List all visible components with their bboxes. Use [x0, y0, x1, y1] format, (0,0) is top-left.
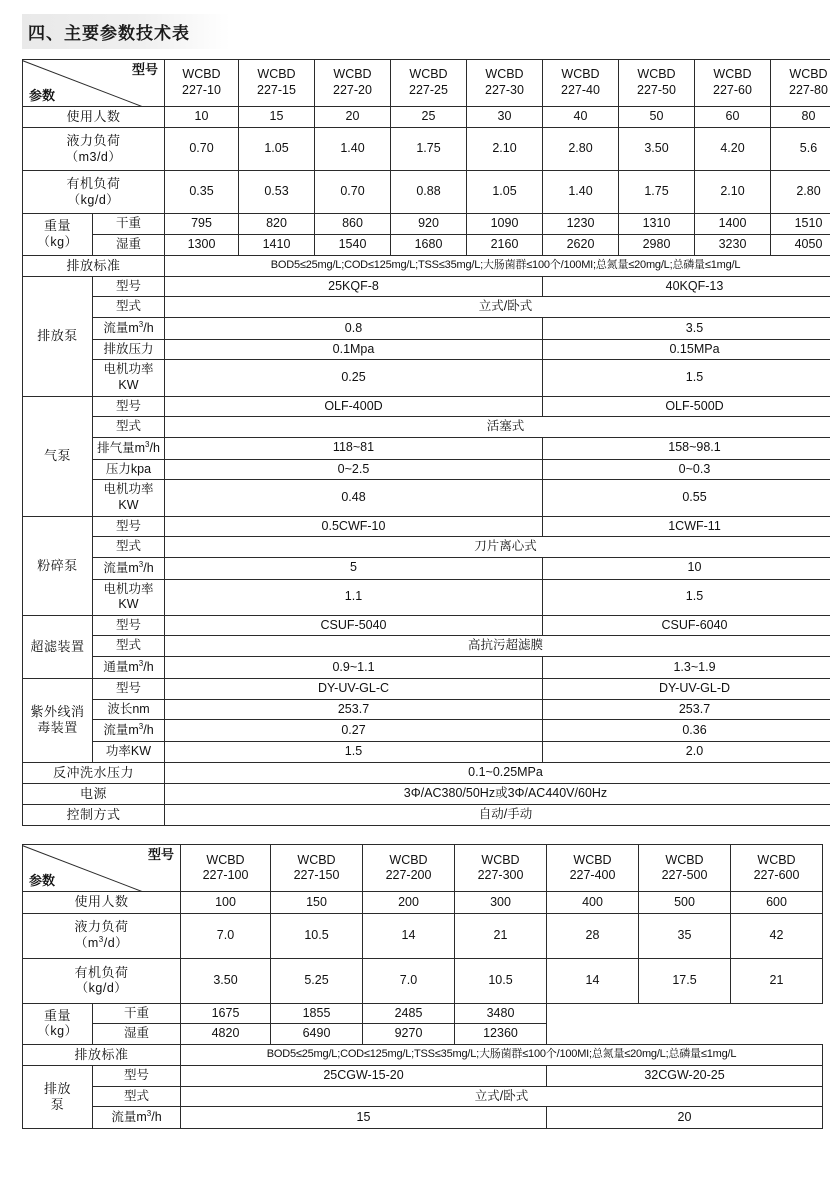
table-row	[23, 318, 830, 340]
cell: 9270	[363, 1024, 455, 1045]
table-row	[23, 762, 830, 783]
table-row	[23, 1107, 823, 1129]
table-row	[23, 360, 830, 396]
row-label: 电源	[23, 783, 165, 804]
table-row	[23, 783, 830, 804]
cell: 3Φ/AC380/50Hz或3Φ/AC440V/60Hz	[165, 783, 830, 804]
model-header-cell	[181, 845, 271, 892]
cell: OLF-500D	[543, 396, 830, 417]
row-label	[23, 171, 165, 214]
cell: 0.8	[165, 318, 543, 340]
weight-dry-label: 干重	[93, 214, 165, 235]
cell: DY-UV-GL-C	[165, 678, 543, 699]
cell: 28	[547, 913, 639, 958]
cell: 0.53	[239, 171, 315, 214]
cell: 30	[467, 107, 543, 128]
spec-table-secondary	[22, 844, 823, 1129]
row-label: 使用人数	[23, 892, 181, 913]
sub-label: 型号	[93, 276, 165, 297]
sub-label: 型号	[93, 678, 165, 699]
cell: 2.80	[771, 171, 830, 214]
table-row	[23, 214, 830, 235]
table-row	[23, 699, 830, 720]
row-label: 控制方式	[23, 805, 165, 826]
cell: 10.5	[455, 958, 547, 1003]
table-row	[23, 234, 830, 255]
cell: 0.88	[391, 171, 467, 214]
cell: 2485	[363, 1003, 455, 1024]
model-code: 227-400	[569, 868, 616, 883]
table-row	[23, 417, 830, 438]
cell: 300	[455, 892, 547, 913]
model-code: 227-10	[182, 83, 221, 97]
cell: 21	[455, 913, 547, 958]
cell: 2980	[619, 234, 695, 255]
model-brand: WCBD	[637, 67, 676, 82]
model-code: 227-50	[637, 83, 676, 97]
cell-empty	[639, 1024, 731, 1045]
cell: 自动/手动	[165, 805, 830, 826]
cell: 80	[771, 107, 830, 128]
cell: 25CGW-15-20	[181, 1066, 547, 1087]
sub-label: 型号	[93, 615, 165, 636]
row-label	[23, 958, 181, 1003]
cell: 3480	[455, 1003, 547, 1024]
model-header-cell	[731, 845, 823, 892]
cell: 150	[271, 892, 363, 913]
sub-label: 流量$m^3/h$	[93, 557, 165, 579]
cell: 60	[695, 107, 771, 128]
sub-label: 型式	[93, 297, 165, 318]
cell: 500	[639, 892, 731, 913]
cell: 1675	[181, 1003, 271, 1024]
weight-label-line2: （kg）	[37, 1023, 78, 1038]
corner-label-param: 参数	[29, 873, 56, 889]
sub-label: 排放压力	[93, 339, 165, 360]
cell: 1410	[239, 234, 315, 255]
cell: CSUF-6040	[543, 615, 830, 636]
model-header-cell	[695, 60, 771, 107]
table-row	[23, 579, 830, 615]
cell: 12360	[455, 1024, 547, 1045]
cell: 600	[731, 892, 823, 913]
model-brand: WCBD	[206, 852, 245, 867]
sub-label: 型式	[93, 1086, 181, 1107]
cell: 6490	[271, 1024, 363, 1045]
model-header-cell	[391, 60, 467, 107]
table-row	[23, 171, 830, 214]
cell: 3.5	[543, 318, 830, 340]
model-header-cell	[547, 845, 639, 892]
cell: 2160	[467, 234, 543, 255]
cell: 0.70	[315, 171, 391, 214]
cell: 1.5	[165, 741, 543, 762]
cell: 400	[547, 892, 639, 913]
table-row	[23, 516, 830, 537]
row-label-line2: （kg/d）	[67, 192, 120, 207]
cell: 刀片离心式	[165, 537, 830, 558]
row-label: 排放标准	[23, 1044, 181, 1065]
cell: 1.40	[543, 171, 619, 214]
table-row	[23, 805, 830, 826]
cell: 5.25	[271, 958, 363, 1003]
cell: 立式/卧式	[181, 1086, 823, 1107]
cell: 50	[619, 107, 695, 128]
sub-label: 通量$m^3/h$	[93, 657, 165, 679]
sub-label: 电机功率KW	[93, 480, 165, 516]
cell: 14	[363, 913, 455, 958]
cell: 158~98.1	[543, 437, 830, 459]
table-row	[23, 297, 830, 318]
section-heading-wrap	[0, 0, 830, 59]
cell: 0.36	[543, 720, 830, 742]
cell: 0.27	[165, 720, 543, 742]
cell: 1CWF-11	[543, 516, 830, 537]
cell: 立式/卧式	[165, 297, 830, 318]
cell: 1400	[695, 214, 771, 235]
model-code: 227-15	[257, 83, 296, 97]
table-row	[23, 720, 830, 742]
cell: 10	[165, 107, 239, 128]
cell: 1310	[619, 214, 695, 235]
model-brand: WCBD	[573, 852, 612, 867]
weight-label	[23, 214, 93, 255]
weight-wet-label: 湿重	[93, 1024, 181, 1045]
table-row	[23, 741, 830, 762]
sub-label: 流量$m^3/h$	[93, 1107, 181, 1129]
table-spacer	[0, 826, 830, 844]
corner-label-param: 参数	[29, 87, 56, 103]
sub-label: 型号	[93, 516, 165, 537]
sub-label: 电机功率KW	[93, 360, 165, 396]
sub-label: 型式	[93, 636, 165, 657]
model-code: 227-30	[485, 83, 524, 97]
table-row	[23, 892, 823, 913]
cell: 3.50	[619, 128, 695, 171]
weight-label-line2: （kg）	[37, 234, 78, 249]
model-brand: WCBD	[389, 852, 428, 867]
cell: 0.1Mpa	[165, 339, 543, 360]
group-label-uv-disinfection	[23, 678, 93, 762]
table-row	[23, 1066, 823, 1087]
cell: 3.50	[181, 958, 271, 1003]
cell: 1.40	[315, 128, 391, 171]
cell: 40KQF-13	[543, 276, 830, 297]
cell: 2.10	[695, 171, 771, 214]
cell: 253.7	[543, 699, 830, 720]
cell: 1680	[391, 234, 467, 255]
sub-label: 波长nm	[93, 699, 165, 720]
corner-label-model: 型号	[131, 62, 158, 77]
cell: 1090	[467, 214, 543, 235]
table-row	[23, 396, 830, 417]
cell-empty	[731, 1024, 823, 1045]
discharge-standard-value: BOD5≤25mg/L;COD≤125mg/L;TSS≤35mg/L;大肠菌群≤100个/100MI;总氮量≤20mg/L;总磷量≤1mg/L	[165, 255, 830, 276]
page-title: 四、主要参数技术表	[22, 14, 230, 49]
row-label-line1: 有机负荷	[74, 964, 129, 980]
table-row	[23, 128, 830, 171]
cell: 3230	[695, 234, 771, 255]
row-label	[23, 128, 165, 171]
table-row	[23, 1086, 823, 1107]
cell: 4820	[181, 1024, 271, 1045]
model-header-cell	[639, 845, 731, 892]
cell: 253.7	[165, 699, 543, 720]
model-header-cell	[315, 60, 391, 107]
table-row-discharge-standard	[23, 255, 830, 276]
table-row	[23, 636, 830, 657]
weight-wet-label: 湿重	[93, 234, 165, 255]
cell: 21	[731, 958, 823, 1003]
cell: 35	[639, 913, 731, 958]
cell: 32CGW-20-25	[547, 1066, 823, 1087]
cell: 0.55	[543, 480, 830, 516]
model-brand: WCBD	[182, 67, 221, 82]
model-brand: WCBD	[713, 67, 752, 82]
table-header-row	[23, 845, 823, 892]
cell: 0~2.5	[165, 459, 543, 480]
model-code: 227-300	[477, 868, 524, 883]
cell: 2.10	[467, 128, 543, 171]
sub-label: 压力kpa	[93, 459, 165, 480]
cell: 1.05	[239, 128, 315, 171]
table-header-row	[23, 60, 830, 107]
table-row	[23, 537, 830, 558]
group-label-line1: 紫外线消	[30, 703, 85, 719]
cell: 1540	[315, 234, 391, 255]
model-header-cell	[363, 845, 455, 892]
cell: 1.5	[543, 579, 830, 615]
model-code: 227-100	[202, 868, 249, 883]
table-row	[23, 1003, 823, 1024]
cell: 0.9~1.1	[165, 657, 543, 679]
row-label-line1: 液力负荷	[74, 919, 129, 935]
model-brand: WCBD	[485, 67, 524, 82]
model-code: 227-25	[409, 83, 448, 97]
model-header-cell	[619, 60, 695, 107]
cell: 40	[543, 107, 619, 128]
group-label-line2: 毒装置	[37, 720, 78, 736]
model-code: 227-80	[789, 83, 828, 97]
cell: 1.05	[467, 171, 543, 214]
cell: 1.75	[391, 128, 467, 171]
table-row	[23, 557, 830, 579]
table-row	[23, 1024, 823, 1045]
model-header-cell	[271, 845, 363, 892]
corner-label-model: 型号	[147, 847, 174, 863]
group-label-line1: 排放	[43, 1080, 71, 1096]
corner-cell	[23, 845, 181, 892]
cell: 118~81	[165, 437, 543, 459]
table-row	[23, 678, 830, 699]
cell: 25	[391, 107, 467, 128]
cell: 20	[315, 107, 391, 128]
cell: 100	[181, 892, 271, 913]
weight-label	[23, 1003, 93, 1044]
model-header-cell	[771, 60, 830, 107]
cell: 0.5CWF-10	[165, 516, 543, 537]
table-row	[23, 615, 830, 636]
weight-dry-label: 干重	[93, 1003, 181, 1024]
model-brand: WCBD	[257, 67, 296, 82]
cell: 820	[239, 214, 315, 235]
cell: 5	[165, 557, 543, 579]
group-label-air-pump: 气泵	[23, 396, 93, 516]
table-row	[23, 437, 830, 459]
cell-empty	[639, 1003, 731, 1024]
cell-empty	[547, 1003, 639, 1024]
row-label-line2: （kg/d）	[75, 980, 128, 995]
model-header-cell	[239, 60, 315, 107]
cell: 10	[543, 557, 830, 579]
corner-cell	[23, 60, 165, 107]
model-code: 227-200	[385, 868, 432, 883]
model-brand: WCBD	[409, 67, 448, 82]
sub-label: 型式	[93, 417, 165, 438]
group-label-ultrafiltration: 超滤装置	[23, 615, 93, 678]
cell: 2620	[543, 234, 619, 255]
cell: 0.1~0.25MPa	[165, 762, 830, 783]
model-brand: WCBD	[297, 852, 336, 867]
cell-empty	[731, 1003, 823, 1024]
model-brand: WCBD	[561, 67, 600, 82]
weight-label-line1: 重量	[43, 1007, 71, 1023]
cell: 200	[363, 892, 455, 913]
cell: 4050	[771, 234, 830, 255]
model-header-cell	[455, 845, 547, 892]
cell: 活塞式	[165, 417, 830, 438]
model-code: 227-150	[293, 868, 340, 883]
sub-label: 型号	[93, 1066, 181, 1087]
cell: 860	[315, 214, 391, 235]
spec-table-primary	[22, 59, 830, 826]
cell: DY-UV-GL-D	[543, 678, 830, 699]
row-label: 反冲洗水压力	[23, 762, 165, 783]
sub-label: 流量$m^3/h$	[93, 720, 165, 742]
model-code: 227-40	[561, 83, 600, 97]
model-header-cell	[467, 60, 543, 107]
cell: 25KQF-8	[165, 276, 543, 297]
model-brand: WCBD	[333, 67, 372, 82]
cell: 10.5	[271, 913, 363, 958]
table-row	[23, 913, 823, 958]
cell: 1.1	[165, 579, 543, 615]
row-label-line2: （m3/d）	[65, 149, 122, 164]
cell-empty	[547, 1024, 639, 1045]
row-label-line1: 有机负荷	[66, 176, 121, 192]
sub-label: 型号	[93, 396, 165, 417]
row-label: 排放标准	[23, 255, 165, 276]
cell: 0.48	[165, 480, 543, 516]
cell: 5.6	[771, 128, 830, 171]
sub-label: 功率KW	[93, 741, 165, 762]
model-brand: WCBD	[757, 852, 796, 867]
model-code: 227-600	[753, 868, 800, 883]
table-row	[23, 107, 830, 128]
group-label-discharge-pump	[23, 1066, 93, 1129]
cell: 7.0	[363, 958, 455, 1003]
sub-label: 排气量$m^3/h$	[93, 437, 165, 459]
cell: 20	[547, 1107, 823, 1129]
cell: 0.70	[165, 128, 239, 171]
table-row-discharge-standard	[23, 1044, 823, 1065]
cell: 1230	[543, 214, 619, 235]
table-row	[23, 339, 830, 360]
row-label	[23, 913, 181, 958]
weight-label-line1: 重量	[43, 218, 71, 234]
table-row	[23, 276, 830, 297]
cell: 0~0.3	[543, 459, 830, 480]
cell: 0.35	[165, 171, 239, 214]
sub-label: 流量$m^3/h$	[93, 318, 165, 340]
sub-label: 型式	[93, 537, 165, 558]
cell: 7.0	[181, 913, 271, 958]
cell: 2.0	[543, 741, 830, 762]
cell: 15	[239, 107, 315, 128]
model-code: 227-500	[661, 868, 708, 883]
model-brand: WCBD	[789, 67, 828, 82]
model-code: 227-20	[333, 83, 372, 97]
sub-label: 电机功率KW	[93, 579, 165, 615]
cell: 0.15MPa	[543, 339, 830, 360]
cell: 17.5	[639, 958, 731, 1003]
cell: 14	[547, 958, 639, 1003]
cell: CSUF-5040	[165, 615, 543, 636]
cell: 1.75	[619, 171, 695, 214]
cell: 42	[731, 913, 823, 958]
cell: 2.80	[543, 128, 619, 171]
row-label-line1: 液力负荷	[66, 133, 121, 149]
cell: 4.20	[695, 128, 771, 171]
cell: 1.3~1.9	[543, 657, 830, 679]
cell: 795	[165, 214, 239, 235]
cell: 1510	[771, 214, 830, 235]
cell: 1300	[165, 234, 239, 255]
model-brand: WCBD	[481, 852, 520, 867]
table-row	[23, 657, 830, 679]
table-row	[23, 459, 830, 480]
cell: 15	[181, 1107, 547, 1129]
model-brand: WCBD	[665, 852, 704, 867]
group-label-discharge-pump: 排放泵	[23, 276, 93, 396]
table-row	[23, 958, 823, 1003]
group-label-line2: 泵	[50, 1097, 65, 1113]
row-label-line2: $(m^3/d)$	[74, 935, 129, 951]
table-row	[23, 480, 830, 516]
cell: OLF-400D	[165, 396, 543, 417]
group-label-grinder-pump: 粉碎泵	[23, 516, 93, 615]
model-header-cell	[543, 60, 619, 107]
cell: 920	[391, 214, 467, 235]
model-code: 227-60	[713, 83, 752, 97]
cell: 0.25	[165, 360, 543, 396]
cell: 1855	[271, 1003, 363, 1024]
cell: 1.5	[543, 360, 830, 396]
model-header-cell	[165, 60, 239, 107]
cell: 高抗污超滤膜	[165, 636, 830, 657]
discharge-standard-value: BOD5≤25mg/L;COD≤125mg/L;TSS≤35mg/L;大肠菌群≤100个/100MI;总氮量≤20mg/L;总磷量≤1mg/L	[181, 1044, 823, 1065]
row-label: 使用人数	[23, 107, 165, 128]
